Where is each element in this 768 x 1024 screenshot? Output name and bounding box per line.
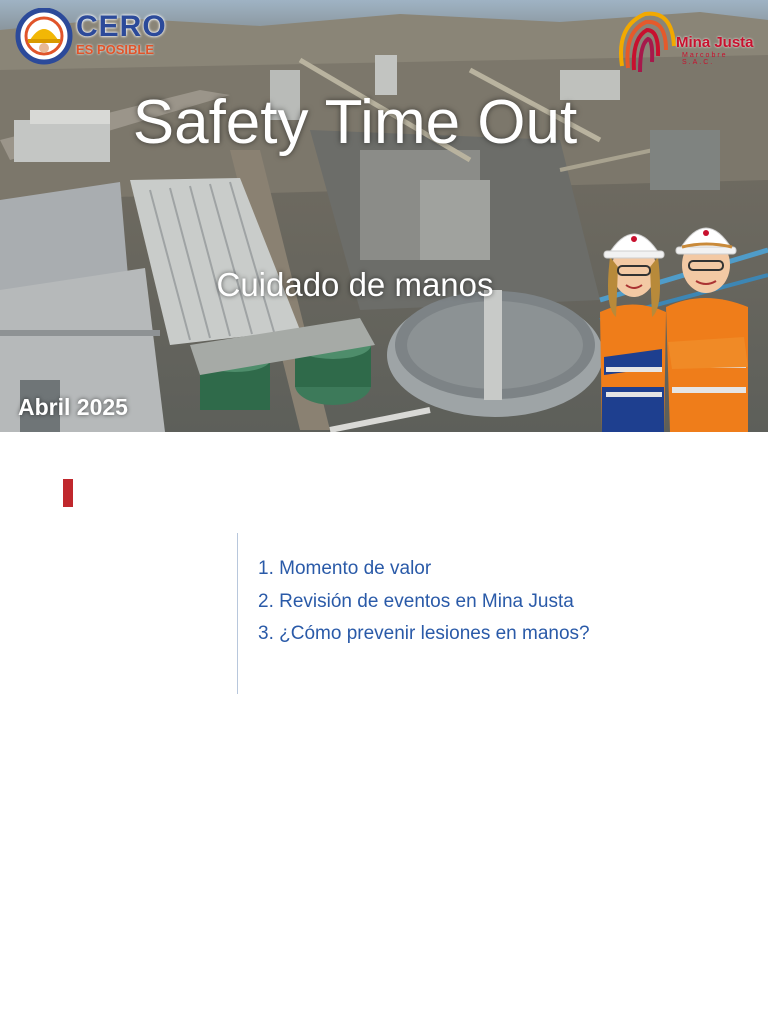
agenda-item: 2. Revisión de eventos en Mina Justa xyxy=(258,590,574,612)
agenda-item: 1. Momento de valor xyxy=(258,558,432,579)
presentation-date: Abril 2025 xyxy=(18,394,128,420)
cero-logo-subtext: ES POSIBLE xyxy=(76,42,155,57)
hero-banner xyxy=(0,0,768,432)
cero-logo-text: CERO xyxy=(76,10,167,43)
agenda-list xyxy=(258,553,590,651)
mina-justa-logo-subtext: Marcobre S.A.C. xyxy=(682,52,728,66)
safety-mascots-illustration xyxy=(592,217,762,432)
vertical-divider xyxy=(237,533,238,694)
presentation-subtitle: Cuidado de manos xyxy=(216,266,494,303)
cero-helmet-icon xyxy=(14,8,74,66)
cero-es-posible-logo xyxy=(14,8,174,66)
mina-justa-logo xyxy=(612,6,762,84)
section-accent-bar xyxy=(63,479,73,507)
agenda-item: 3. ¿Cómo prevenir lesiones en manos? xyxy=(258,623,590,644)
fingerprint-icon xyxy=(612,6,678,84)
presentation-title: Safety Time Out xyxy=(132,88,578,157)
mina-justa-logo-text: Mina Justa xyxy=(676,34,754,51)
